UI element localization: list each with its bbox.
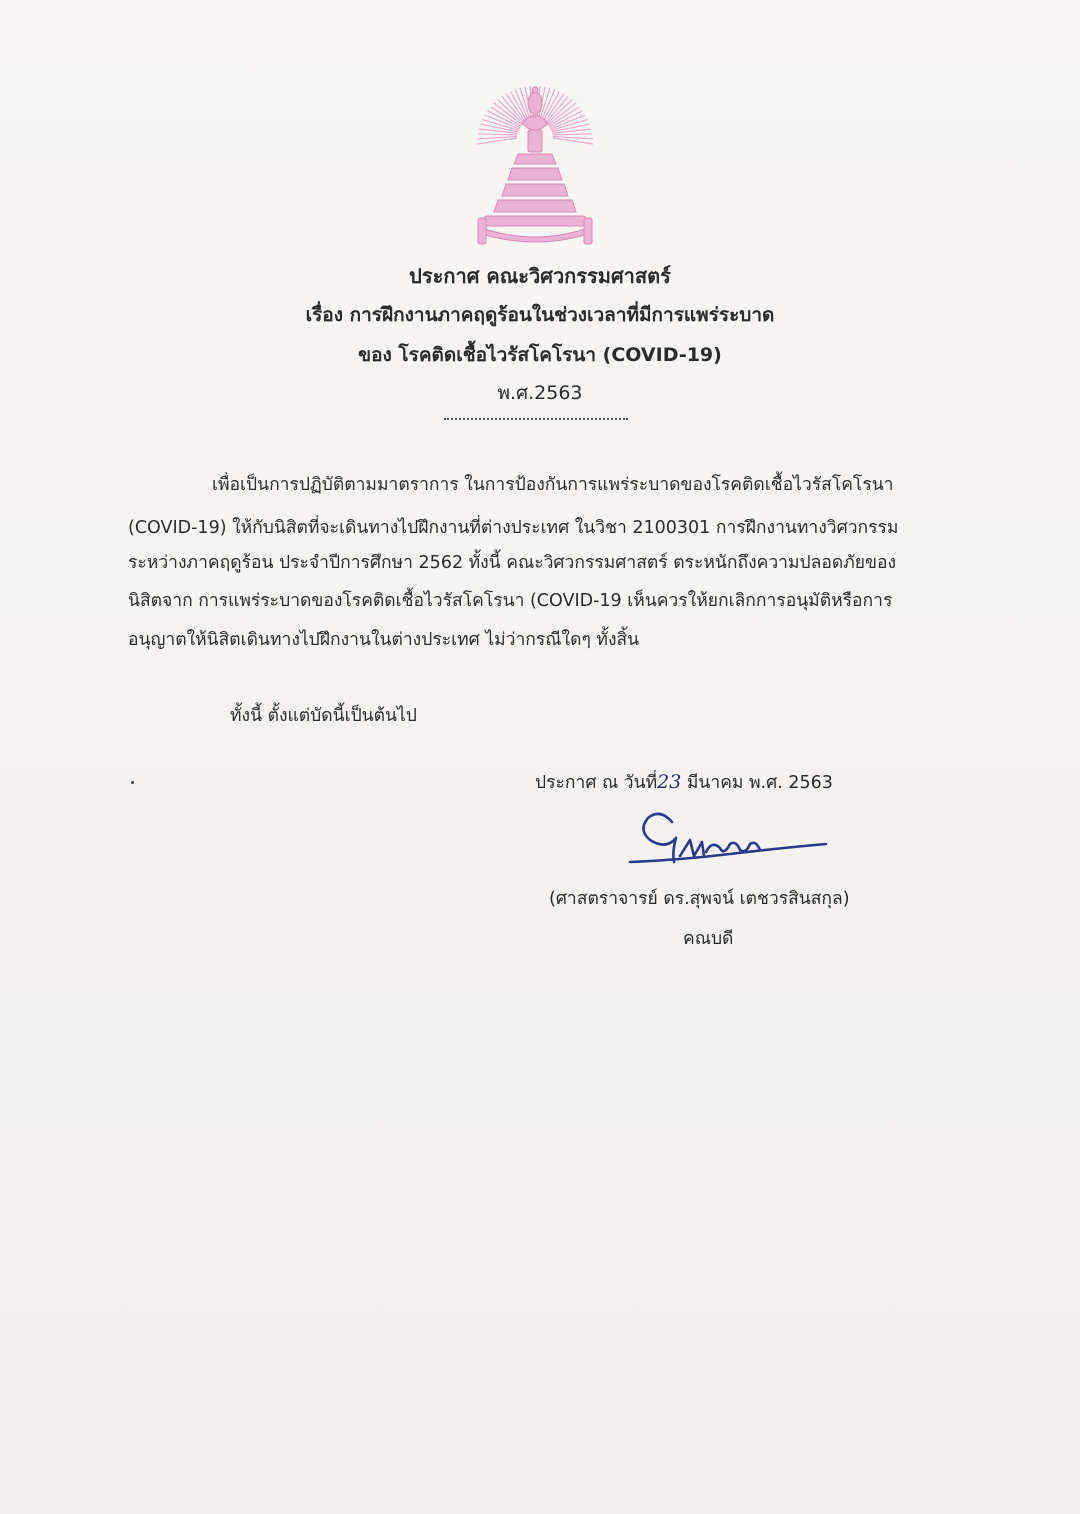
handwritten-day: 23 (657, 771, 682, 793)
university-emblem-icon (470, 78, 600, 248)
paragraph-line: เพื่อเป็นการปฏิบัติตามมาตราการ ในการป้องกันการแพร่ระบาดของโรคติดเชื้อไวรัสโคโรนา (212, 475, 894, 495)
dotted-divider (444, 418, 628, 420)
announcement-date (535, 768, 833, 796)
paragraph-line: (COVID-19) ให้กับนิสิตที่จะเดินทางไปฝึกงานที่ต่างประเทศ ในวิชา 2100301 การฝึกงานทางวิศวกรรม (128, 518, 899, 538)
handwritten-signature (620, 800, 840, 880)
paragraph-line: อนุญาตให้นิสิตเดินทางไปฝึกงานในต่างประเทศ ไม่ว่ากรณีใดๆ ทั้งสิ้น (128, 630, 640, 650)
date-suffix: มีนาคม พ.ศ. 2563 (681, 773, 833, 793)
closing-statement: ทั้งนี้ ตั้งแต่บัดนี้เป็นต้นไป (230, 706, 417, 726)
subject-line: เรื่อง การฝึกงานภาคฤดูร้อนในช่วงเวลาที่มีการแพร่ระบาด (305, 304, 775, 326)
signer-name: (ศาสตราจารย์ ดร.สุพจน์ เตชวรสินสกุล) (549, 889, 850, 909)
signer-position: คณบดี (683, 929, 734, 949)
paragraph-line: นิสิตจาก การแพร่ระบาดของโรคติดเชื้อไวรัสโคโรนา (COVID-19 เห็นควรให้ยกเลิกการอนุมัติหรือการ (128, 591, 893, 611)
year-line: พ.ศ.2563 (497, 382, 583, 404)
paragraph-line: ระหว่างภาคฤดูร้อน ประจำปีการศึกษา 2562 ทั้งนี้ คณะวิศวกรรมศาสตร์ ตระหนักถึงความปลอดภัยของ (128, 553, 897, 573)
announcement-heading: ประกาศ คณะวิศวกรรมศาสตร์ (409, 264, 671, 288)
date-prefix: ประกาศ ณ วันที่ (535, 773, 658, 793)
stray-mark (131, 781, 134, 784)
subject-line-continued: ของ โรคติดเชื้อไวรัสโคโรนา (COVID-19) (358, 344, 722, 366)
